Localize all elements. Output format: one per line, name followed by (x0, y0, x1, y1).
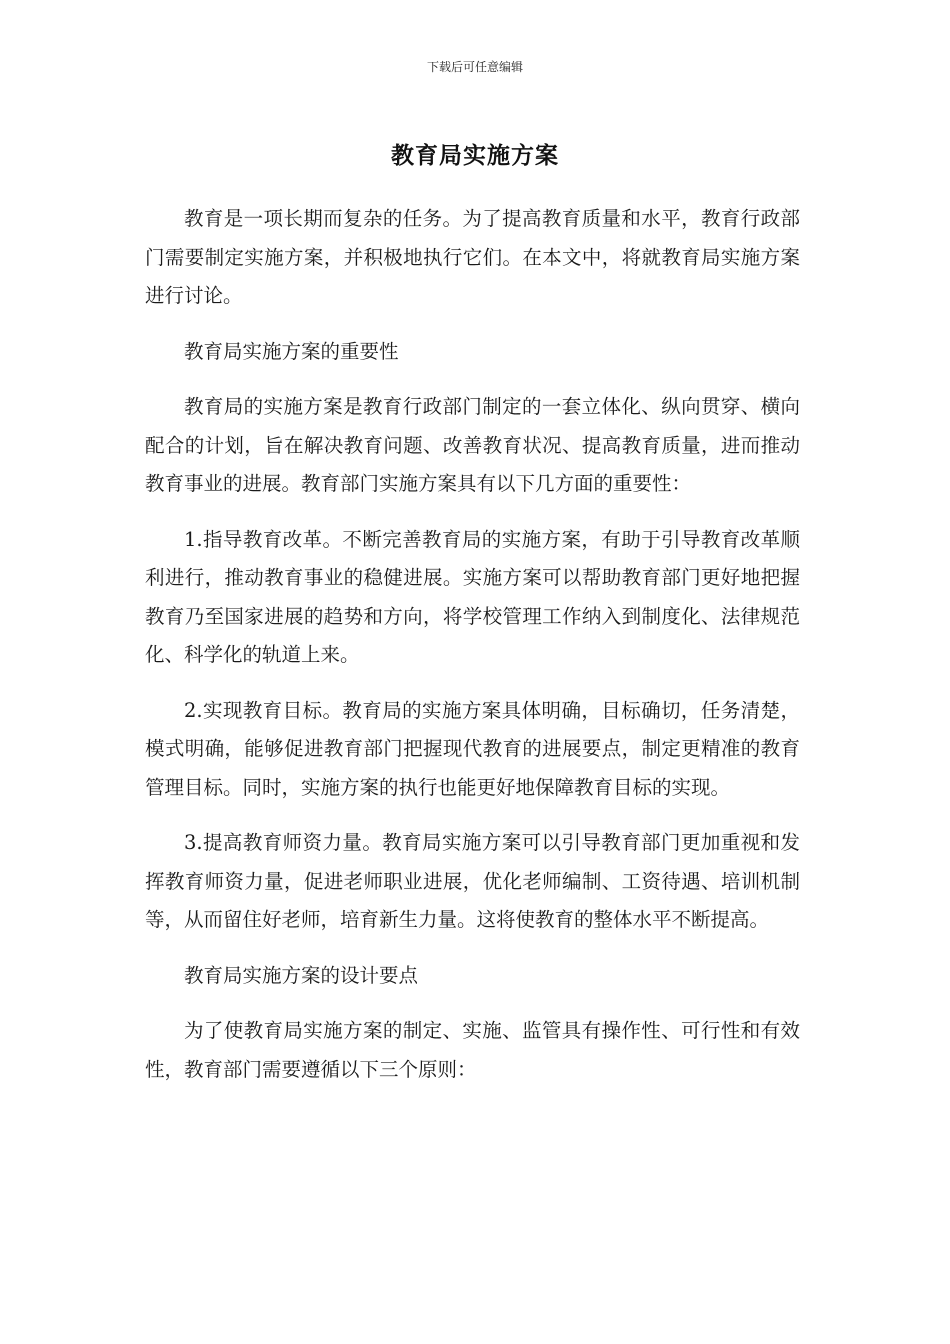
section-heading-design: 教育局实施方案的设计要点 (184, 963, 419, 987)
intro-paragraph: 教育是一项长期而复杂的任务。为了提高教育质量和水平，教育行政部门需要制定实施方案，并积极地执行它们。在本文中，将就教育局实施方案进行讨论。 (145, 207, 800, 307)
point-3-paragraph: 3.提高教育师资力量。教育局实施方案可以引导教育部门更加重视和发挥教育师资力量，促进老师职业进展，优化老师编制、工资待遇、培训机制等，从而留住好老师，培育新生力量。这将使教育的整体水平不断提高。 (145, 831, 800, 931)
point-1-paragraph: 1.指导教育改革。不断完善教育局的实施方案，有助于引导教育改革顺利进行，推动教育事业的稳健进展。实施方案可以帮助教育部门更好地把握教育乃至国家进展的趋势和方向，将学校管理工作纳入到制度化、法律规范化、科学化的轨道上来。 (145, 527, 800, 666)
section-heading-importance: 教育局实施方案的重要性 (184, 339, 399, 363)
page-header-note: 下载后可任意编辑 (426, 60, 523, 74)
importance-paragraph: 教育局的实施方案是教育行政部门制定的一套立体化、纵向贯穿、横向配合的计划，旨在解决教育问题、改善教育状况、提高教育质量，进而推动教育事业的进展。教育部门实施方案具有以下几方面的重要性： (145, 395, 800, 495)
document-body (145, 200, 800, 1106)
document-title: 教育局实施方案 (391, 143, 559, 169)
design-paragraph: 为了使教育局实施方案的制定、实施、监管具有操作性、可行性和有效性，教育部门需要遵循以下三个原则： (145, 1019, 800, 1081)
point-2-paragraph: 2.实现教育目标。教育局的实施方案具体明确，目标确切，任务清楚，模式明确，能够促进教育部门把握现代教育的进展要点，制定更精准的教育管理目标。同时，实施方案的执行也能更好地保障教育目标的实现。 (145, 698, 800, 799)
